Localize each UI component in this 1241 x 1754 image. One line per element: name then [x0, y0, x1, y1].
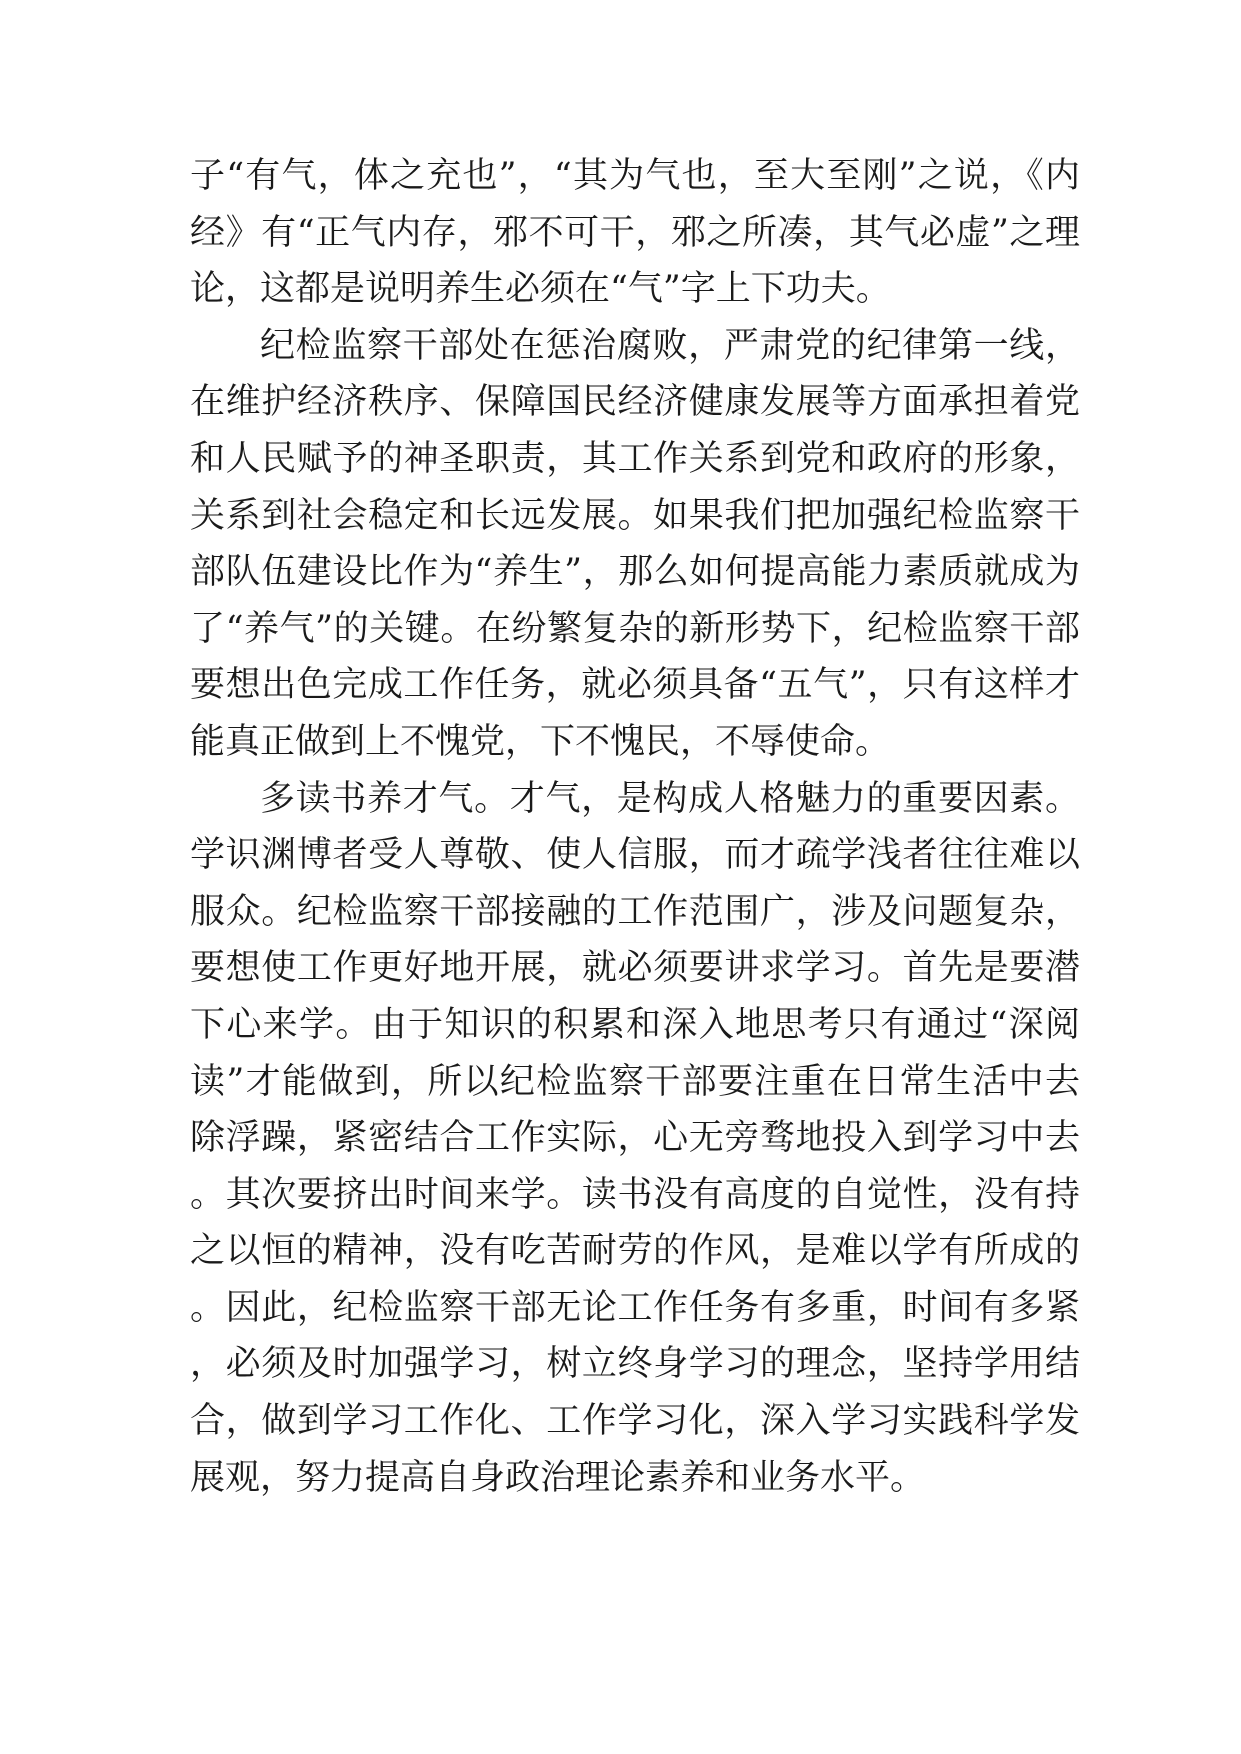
paragraph-discipline-cadres: 纪检监察干部处在惩治腐败，严肃党的纪律第一线，在维护经济秩序、保障国民经济健康发展等方面承担着党和人民赋予的神圣职责，其工作关系到党和政府的形象，关系到社会稳定和长远发展。如果我们把加强纪检监察干部队伍建设比作为“养生”，那么如何提高能力素质就成为了“养气”的关键。在纷繁复杂的新形势下，纪检监察干部要想出色完成工作任务，就必须具备“五气”，只有这样才能真正做到上不愧党，下不愧民，不辱使命。 — [190, 325, 1080, 762]
paragraph-continuation: 子“有气，体之充也”，“其为气也，至大至刚”之说，《内经》有“正气内存，邪不可干，邪之所凑，其气必虚”之理论，这都是说明养生必须在“气”字上下功夫。 — [190, 156, 1080, 310]
paragraph-read-books: 多读书养才气。才气，是构成人格魅力的重要因素。学识渊博者受人尊敬、使人信服，而才疏学浅者往往难以服众。纪检监察干部接融的工作范围广，涉及问题复杂，要想使工作更好地开展，就必须要讲求学习。首先是要潜下心来学。由于知识的积累和深入地思考只有通过“深阅读”才能做到，所以纪检监察干部要注重在日常生活中去除浮躁，紧密结合工作实际，心无旁骛地投入到学习中去。其次要挤出时间来学。读书没有高度的自觉性，没有持之以恒的精神，没有吃苦耐劳的作风，是难以学有所成的。因此，纪检监察干部无论工作任务有多重，时间有多紧，必须及时加强学习，树立终身学习的理念，坚持学用结合，做到学习工作化、工作学习化，深入学习实践科学发展观，努力提高自身政治理论素养和业务水平。 — [190, 778, 1080, 1498]
document-body — [190, 148, 1080, 1506]
